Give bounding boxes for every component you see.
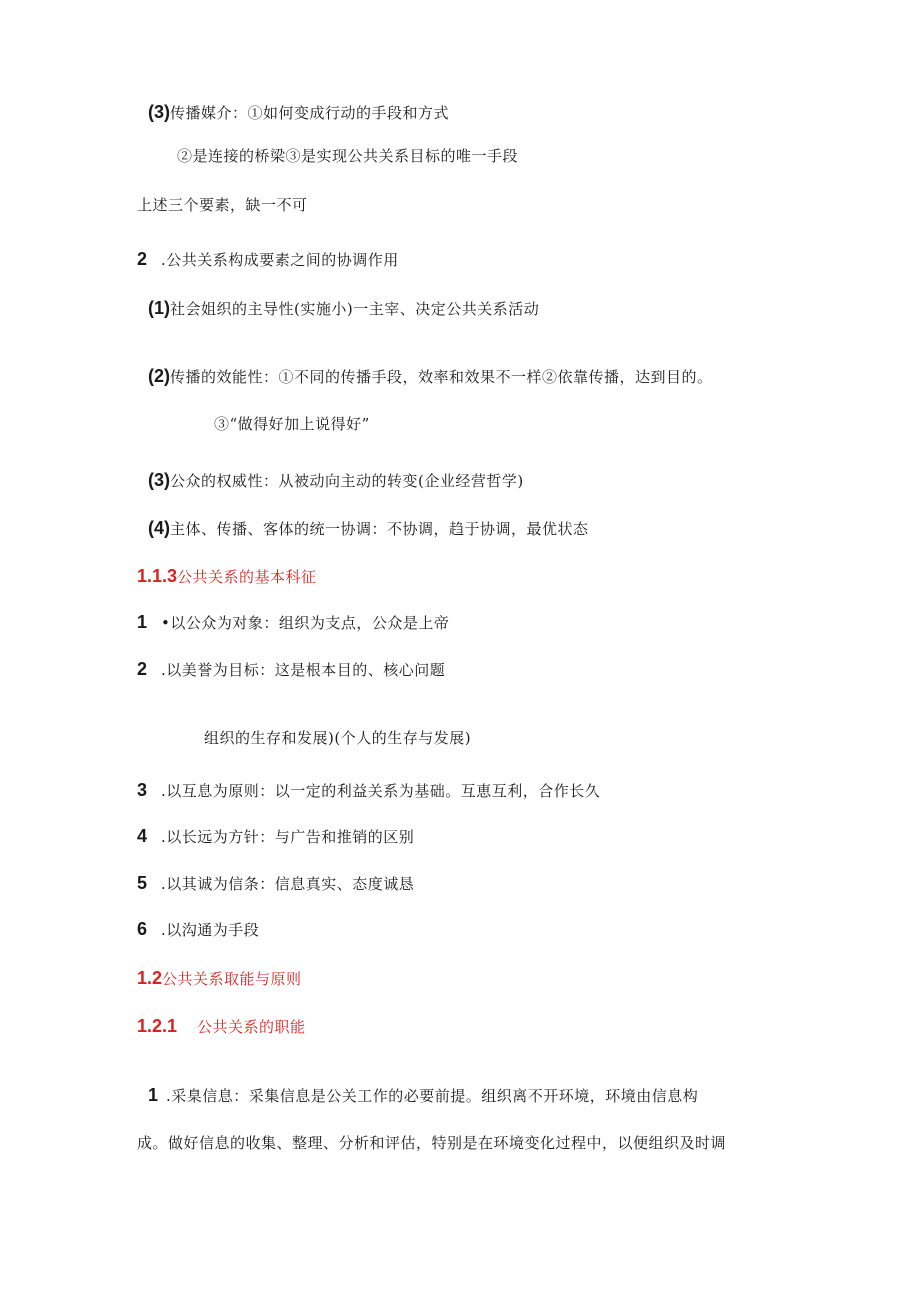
item-number: 6: [137, 919, 148, 939]
heading-number: 1.2: [137, 968, 163, 988]
item-3-public: [148, 470, 524, 491]
item-text: .以互息为原则：以一定的利益关系为基础。互恵互利，合作长久: [161, 782, 601, 800]
heading-text: 公共关系的职能: [197, 1018, 306, 1036]
item-text: •以公众为对象：组织为支点，公众是上帝: [161, 614, 450, 632]
item-text: 组织的生存和发展)(个人的生存与发展): [204, 729, 472, 747]
item-number: 5: [137, 873, 148, 893]
item-text: 传播的效能性：①不同的传播手段，效率和效果不一样②依靠传播，达到目的。: [170, 368, 713, 386]
item-number: (1): [148, 298, 170, 318]
item-number: (4): [148, 518, 170, 538]
heading-text: 公共关系的基本科征: [177, 568, 317, 586]
heading-1-1-3: [137, 566, 317, 587]
feature-2: [137, 659, 445, 680]
heading-1-2: [137, 968, 302, 989]
feature-6: [137, 919, 259, 940]
item-text: 公众的权威性：从被动向主动的转变(企业经营哲学): [170, 472, 524, 490]
section-2-coordination: [137, 249, 399, 270]
feature-5: [137, 873, 414, 894]
item-number: 1: [148, 1085, 159, 1105]
item-text: .公共关系构成要素之间的协调作用: [161, 251, 399, 269]
paragraph-summary: [137, 195, 308, 215]
item-text: 成。做好信息的收集、整理、分析和评估，特别是在环境变化过程中，以便组织及时调: [137, 1134, 727, 1152]
item-number: 2: [137, 249, 148, 269]
item-2-communication: [148, 366, 713, 387]
feature-1: [137, 612, 449, 633]
heading-1-2-1: [137, 1016, 306, 1037]
item-text: 上述三个要素，缺一不可: [137, 196, 308, 214]
item-number: 3: [137, 780, 148, 800]
item-number: 4: [137, 826, 148, 846]
item-text: .采臬信息：采集信息是公关工作的必要前提。组织离不开环境，环境由信息构: [166, 1087, 699, 1105]
item-text: .以长远为方针：与广告和推销的区别: [161, 828, 415, 846]
item-text: .以其诚为信条：信息真实、态度诚恳: [161, 875, 415, 893]
item-text: ③“做得好加上说得好”: [214, 415, 370, 433]
item-number: 2: [137, 659, 148, 679]
function-1-line-1: [148, 1085, 698, 1106]
item-text: .以沟通为手段: [161, 921, 260, 939]
item-3-media: [148, 102, 449, 123]
heading-number: 1.1.3: [137, 566, 178, 586]
feature-4: [137, 826, 414, 847]
function-1-line-2: [137, 1133, 726, 1153]
paragraph-continuation: [214, 414, 370, 434]
item-number: (3): [148, 470, 170, 490]
feature-3: [137, 780, 600, 801]
item-number: (2): [148, 366, 170, 386]
item-1-organization: [148, 298, 539, 319]
paragraph-continuation: [177, 146, 518, 166]
item-text: 传播媒介：①如何变成行动的手段和方式: [170, 104, 450, 122]
item-number: 1: [137, 612, 148, 632]
heading-text: 公共关系取能与原则: [162, 970, 302, 988]
heading-number: 1.2.1: [137, 1016, 178, 1036]
item-number: (3): [148, 102, 170, 122]
paragraph-continuation: [204, 728, 471, 748]
item-text: .以美誉为目标：这是根本目的、核心问题: [161, 661, 446, 679]
item-text: ②是连接的桥梁③是实现公共关系目标的唯一手段: [177, 147, 519, 165]
item-text: 主体、传播、客体的统一协调：不协调，趋于协调，最优状态: [170, 520, 589, 538]
item-text: 社会姐织的主导性(实施小)一主宰、决定公共关系活动: [170, 300, 540, 318]
item-4-unity: [148, 518, 589, 539]
